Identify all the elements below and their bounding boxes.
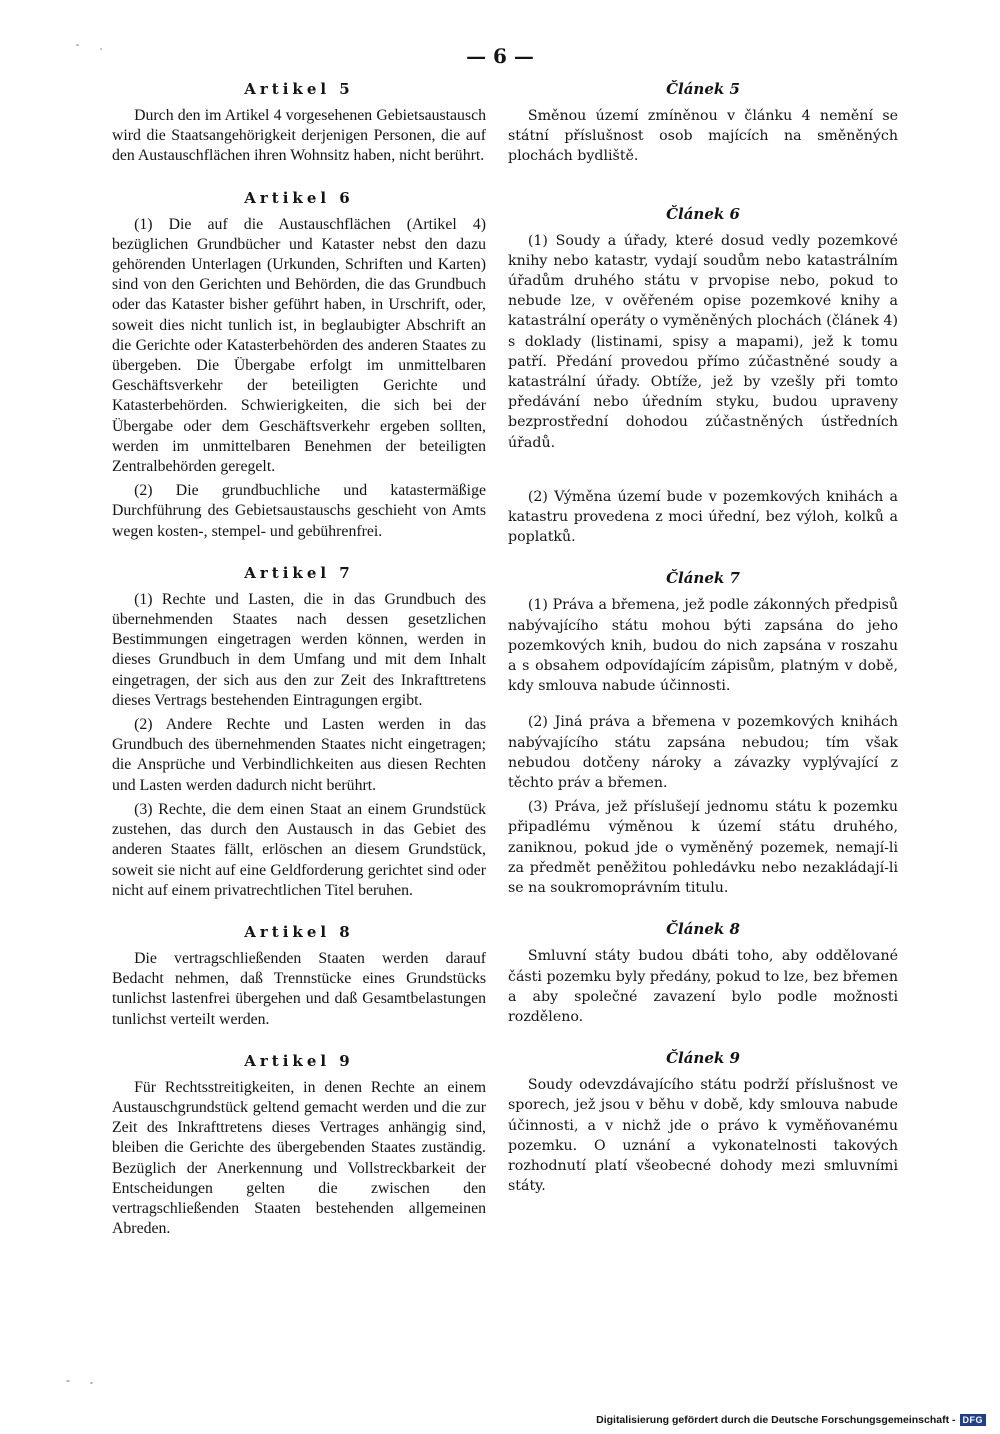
scan-speck xyxy=(100,48,102,50)
clanek-9-cs xyxy=(508,1049,898,1196)
czech-column xyxy=(508,80,898,1196)
page-number: — 6 — xyxy=(466,44,534,68)
paragraph: (1) Die auf die Austauschflächen (Artikel 4) bezüglichen Grundbücher und Kataster nebst den dazu gehörenden Unterlagen (Urkunden, Schriften und Karten) sind von den Gerichten und Behörden, die das Grundbuch oder das Kataster bisher geführt haben, in Urschrift, oder, soweit dies nicht tunlich ist, in beglaubigter Abschrift an die Gerichte oder Katasterbehörden des anderen Staates zu übergeben. Die Übergabe erfolgt im unmittelbaren Geschäftsverkehr der beteiligten Gerichte und Katasterbehörden. Schwierigkeiten, die sich bei der Übergabe oder dem Geschäftsverkehr ergeben sollten, werden im unmittelbaren Benehmen der beteiligten Zentralbehörden geregelt. xyxy=(112,215,486,476)
paragraph: (2) Andere Rechte und Lasten werden in das Grundbuch des übernehmenden Staates nicht eingetragen; die Ansprüche und Verbindlichkeiten aus diesen Rechten und Lasten werden dadurch nicht berührt. xyxy=(112,716,486,794)
dfg-logo: DFG xyxy=(960,1414,987,1426)
german-column xyxy=(112,80,486,1239)
article-heading: Artikel 9 xyxy=(244,1051,354,1070)
paragraph: Směnou území zmíněnou v článku 4 nemění se státní příslušnost osob majících na směněných plochách bydliště. xyxy=(508,108,898,165)
article-6-de xyxy=(112,189,486,542)
paragraph: Soudy odevzdávajícího státu podrží příslušnost ve sporech, jež jsou v běhu v době, kdy smlouva nabude účinnosti, a v nichž jde o právo k vyměňovanému pozemku. O uznání a vykonatelnosti takových rozhodnutí platí všeobecné dohody mezi smluvními státy. xyxy=(508,1077,898,1195)
clanek-8-cs xyxy=(508,920,898,1027)
article-heading: Artikel 8 xyxy=(244,922,354,941)
scan-speck xyxy=(90,1382,93,1384)
clanek-7-cs xyxy=(508,569,898,898)
paragraph: (1) Rechte und Lasten, die in das Grundbuch des übernehmenden Staates nach dessen gesetzlichen Bestimmungen eingetragen werden können, werden in dieses Grundbuch in dem Umfang und mit dem Inhalt eingetragen, der sich aus den zur Zeit des Inkrafttretens dieses Vertrags bestehenden Eintragungen ergibt. xyxy=(112,590,486,709)
scan-speck xyxy=(66,1380,70,1382)
paragraph: (3) Práva, jež příslušejí jednomu státu k pozemku připadlému výměnou k území státu druhého, zaniknou, pokud jde o vyměněný pozemek, nemají-li za předmět peněžitou pohledávku nebo nezakládají-li se na soukromoprávním titulu. xyxy=(508,799,898,897)
article-9-de xyxy=(112,1052,486,1240)
clanek-5-cs xyxy=(508,80,898,167)
article-7-de xyxy=(112,564,486,901)
paragraph: (2) Die grundbuchliche und katastermäßige Durchführung des Gebietsaustauschs geschieht von Amts wegen kosten-, stempel- und gebührenfrei. xyxy=(112,482,486,540)
article-heading: Artikel 7 xyxy=(244,563,354,582)
clanek-6-cs xyxy=(508,205,898,548)
article-heading: Článek 5 xyxy=(666,80,740,98)
paragraph: (2) Jiná práva a břemena v pozemkových knihách nabývajícího státu zapsána nebudou; tím však nebudou dotčeny nároky a závazky vyplývající z těchto práv a břemen. xyxy=(508,714,898,792)
paragraph: (1) Soudy a úřady, které dosud vedly pozemkové knihy nebo katastr, vydají soudům nebo katastrálním úřadům druhého státu v prvopise nebo, pokud to nebude lze, v ověřeném opise pozemkové knihy a katastrální operáty o vyměněných plochách (článek 4) s doklady (listinami, spisy a mapami), jež k tomu patří. Předání provedou přímo zúčastněné soudy a katastrální úřady. Obtíže, jež by vzešly při tomto předávání nebo úředním styku, budou upraveny bezprostřední dohodou zúčastněných ústředních úřadů. xyxy=(508,232,898,451)
paragraph: Durch den im Artikel 4 vorgesehenen Gebietsaustausch wird die Staatsangehörigkeit derjenigen Personen, die auf den Austauschflächen ihren Wohnsitz haben, nicht berührt. xyxy=(112,107,486,165)
paragraph: (3) Rechte, die dem einen Staat an einem Grundstück zustehen, das durch den Austausch in das Gebiet des anderen Staates fällt, erlöschen an diesem Grundstück, soweit sie nicht auf eine Geldforderung gerichtet sind oder nicht auf einem privatrechtlichen Titel beruhen. xyxy=(112,800,486,899)
article-heading: Artikel 6 xyxy=(244,188,354,207)
paragraph: (2) Výměna území bude v pozemkových knihách a katastru provedena z moci úřední, bez výloh, kolků a poplatků. xyxy=(508,488,898,546)
article-8-de xyxy=(112,923,486,1030)
paragraph: Smluvní státy budou dbáti toho, aby oddělované části pozemku byly předány, pokud to lze, bez břemen a aby společné zavazení bylo podle možnosti rozděleno. xyxy=(508,948,898,1025)
scan-speck xyxy=(76,44,79,46)
paragraph: Die vertragschließenden Staaten werden darauf Bedacht nehmen, daß Trennstücke eines Grundstücks tunlichst lastenfrei übergehen und daß Gesamtbelastungen tunlichst verteilt werden. xyxy=(112,949,486,1028)
article-heading: Článek 7 xyxy=(666,569,740,588)
paragraph: Für Rechtsstreitigkeiten, in denen Rechte an einem Austauschgrundstück geltend gemacht werden und die zur Zeit des Inkrafttretens dieses Vertrages anhängig sind, bleiben die Gerichte des übergebenden Staates zuständig. Bezüglich der Anerkennung und Vollstreckbarkeit der Entscheidungen gelten die zwischen den vertragschließenden Staaten bestehenden allgemeinen Abreden. xyxy=(112,1078,486,1238)
article-heading: Článek 6 xyxy=(666,204,740,223)
article-heading: Článek 8 xyxy=(666,920,740,939)
paragraph: (1) Práva a břemena, jež podle zákonných předpisů nabývajícího státu mohou býti zapsána do jeho pozemkových knih, budou do nich zapsána v roszahu a s obsahem odpovídajícím zápisům, platným v době, kdy smlouva nabude účinnosti. xyxy=(508,597,898,695)
article-heading: Artikel 5 xyxy=(244,80,354,98)
digitization-footer xyxy=(596,1414,986,1426)
footer-text: Digitalisierung gefördert durch die Deutsche Forschungsgemeinschaft - xyxy=(596,1414,956,1426)
article-heading: Článek 9 xyxy=(666,1049,740,1068)
article-5-de xyxy=(112,80,486,167)
